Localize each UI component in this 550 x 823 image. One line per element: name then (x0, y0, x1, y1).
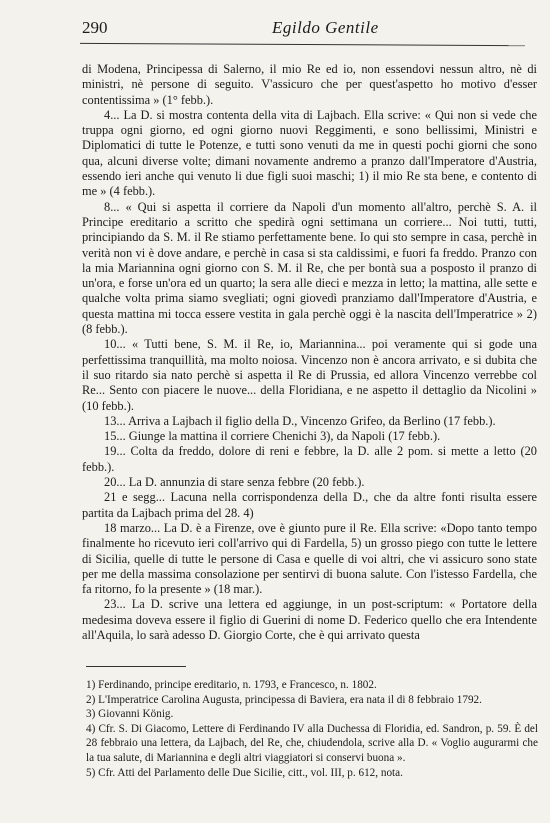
running-title: Egildo Gentile (272, 18, 379, 37)
paragraph: 15... Giunge la mattina il corriere Chenichi 3), da Napoli (17 febb.). (104, 429, 441, 444)
paragraph: 8... « Qui si aspetta il corriere da Napoli d'un momento all'altro, perchè S. A. il Principe ereditario a scritto che spedirà ogni settimana un corriere... Noi tutti, tutti, principiando da S. M. il Re stiamo perfettamente bene. Io qui sto sempre in casa, perchè in verità non vi è dove andare, e perchè in casa si sta caldissimi, e fuori fa freddo. Pranzo con la mia Mariannina ogni giorno con S. M. il Re, che per bontà sua a posposto il pranzo di un'ora, e forse un'ora ed un quarto; la sera alle dieci e mezza in letto; la mattina, alle sette e qualche volta prima siamo svegliati; ogni giovedì pranziamo dall'Imperatore d'Austria, e questa mattina mi tocca essere vestita in gala perchè oggi è la nascita dell'Imperatrice » 2) (8 febb.). (82, 199, 537, 337)
header-rule (80, 43, 525, 46)
page-number: 290 (82, 18, 108, 37)
footnote: 3) Giovanni König. (86, 708, 174, 721)
paragraph: 19... Colta da freddo, dolore di reni e febbre, la D. alle 2 pom. si mette a letto (20 febb.). (82, 444, 537, 474)
paragraph: 20... La D. annunzia di stare senza febbre (20 febb.). (104, 475, 365, 490)
footnotes (86, 678, 538, 780)
footnote-rule (86, 666, 186, 667)
paragraph: 13... Arriva a Lajbach il figlio della D., Vincenzo Grifeo, da Berlino (17 febb.). (104, 413, 496, 428)
paragraph: 10... « Tutti bene, S. M. il Re, io, Mariannina... poi veramente qui si gode una perfettissima tranquillità, ma molto noiosa. Vincenzo non è ancora arrivato, e si dubita che il suo ritardo sia nato perchè si aspetta il Re di Prussia, ed allora Vincenzo verrebbe col Re... Sento con piacere le nuove... della Floridiana, e ne aspetto il dettaglio da Nicolini » (10 febb.). (82, 337, 537, 413)
footnote: 2) L'Imperatrice Carolina Augusta, principessa di Baviera, era nata il di 8 febbraio 1792. (86, 693, 482, 706)
paragraph: di Modena, Principessa di Salerno, il mio Re ed io, non essendovi nessun altro, nè di ministri, nè persone di seguito. V'assicuro che per quest'aspetto ho motivo d'esser contentissima » (1° febb.). (82, 62, 537, 107)
footnote: 1) Ferdinando, principe ereditario, n. 1793, e Francesco, n. 1802. (86, 679, 377, 691)
footnote: 5) Cfr. Atti del Parlamento delle Due Sicilie, citt., vol. III, p. 612, nota. (86, 766, 403, 779)
page-header (82, 18, 520, 40)
main-text (82, 62, 537, 643)
paragraph: 4... La D. si mostra contenta della vita di Lajbach. Ella scrive: « Qui non si vede che truppa ogni giorno, ed ogni giorno nuovi Reggimenti, e sono bellissimi, Ministri e Diplomatici di tutte le Potenze, e tutti sono venuti da me in questi pochi giorni che sono qua, alcuni diverse volte; dimani novamente andremo a pranzo dall'Imperatore d'Austria, essendo ieri anche qui venuto li due figli suoi maschi; 1) il mio Re sta bene, e contento di me » (4 febb.). (82, 107, 537, 199)
paragraph: 18 marzo... La D. è a Firenze, ove è giunto pure il Re. Ella scrive: «Dopo tanto tempo finalmente ho ricevuto ieri coll'arrivo qui di Fardella, 5) un grosso piego con tutte le lettere di Sicilia, quelle di tutte le persone di Casa e quelle di voi altri, che vi assicuro sono state per me della massima consolazione per sentirvi di buona salute. Con l'istesso Fardella, che fa ritorno, fo la presente » (18 mar.). (82, 520, 537, 597)
paragraph: 23... La D. scrive una lettera ed aggiunge, in un post-scriptum: « Portatore della medesima doveva essere il figlio di Guerini di nome D. Federico quello che era Intendente all'Aquila, lo sarà adesso D. Giorgio Corte, che è qui arrivato questa (82, 597, 537, 642)
footnote: 4) Cfr. S. Di Giacomo, Lettere di Ferdinando IV alla Duchessa di Floridia, ed. Sandron, p. 59. È del 28 febbraio una lettera, da Lajbach, del Re, che, chiudendola, scrive alla D. « Voglio augurarmi che la tua salute, di Mariannina e degli altri viaggiatori si conservi buona ». (86, 722, 538, 764)
paragraph: 21 e segg... Lacuna nella corrispondenza della D., che da altre fonti risulta essere partita da Lajbach prima del 28. 4) (82, 490, 537, 520)
